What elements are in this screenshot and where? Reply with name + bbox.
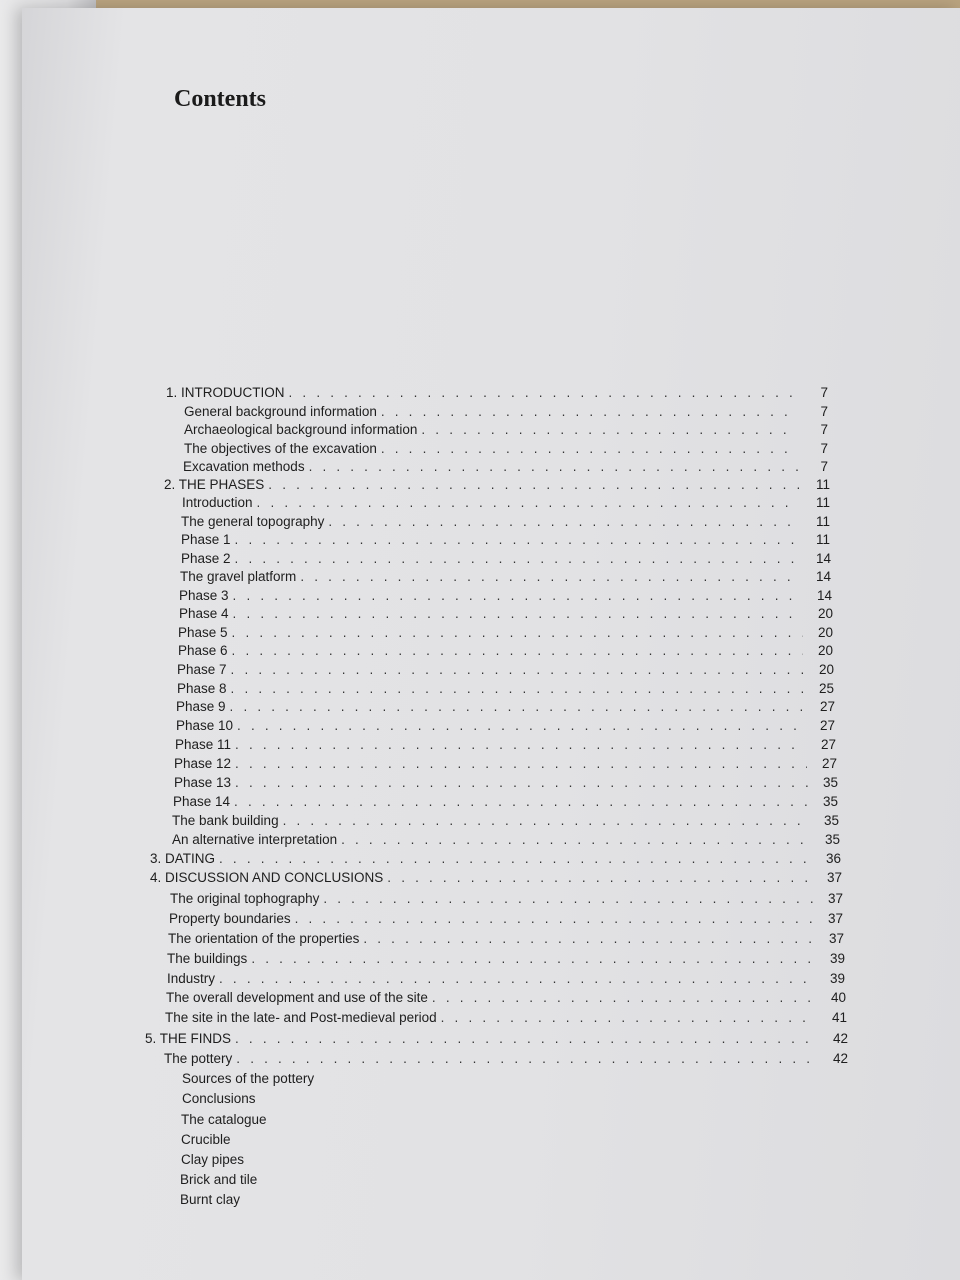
toc-entry-page-number: 39 <box>829 951 845 966</box>
toc-entry-page-number: 37 <box>826 870 842 885</box>
toc-entry-title: Excavation methods <box>183 459 305 474</box>
toc-entry-page-number: 41 <box>831 1010 847 1025</box>
toc-entry <box>182 1090 260 1108</box>
toc-entry <box>145 1030 848 1048</box>
toc-entry <box>176 698 835 716</box>
toc-entry-title: The general topography <box>181 514 325 529</box>
dot-leader <box>363 930 814 948</box>
toc-entry-page-number: 42 <box>832 1031 848 1046</box>
toc-entry-title: Introduction <box>182 495 253 510</box>
toc-entry-title: 5. THE FINDS <box>145 1031 232 1046</box>
dot-leader <box>235 736 806 754</box>
toc-entry <box>181 531 830 549</box>
toc-entry-title: Property boundaries <box>169 911 291 926</box>
toc-entry-page-number: 11 <box>815 514 830 529</box>
toc-entry <box>164 476 830 494</box>
toc-entry <box>172 831 840 849</box>
dot-leader <box>283 812 809 830</box>
toc-entry <box>181 550 831 568</box>
dot-leader <box>257 494 800 512</box>
toc-entry-title: Phase 2 <box>181 551 231 566</box>
toc-entry-title: Phase 1 <box>181 532 231 547</box>
dot-leader <box>235 755 807 773</box>
toc-entry-page-number: 7 <box>820 385 828 400</box>
toc-entry <box>178 642 833 660</box>
toc-entry-title: Phase 12 <box>174 756 232 771</box>
dot-leader <box>289 384 798 402</box>
toc-entry-title: The orientation of the properties <box>168 931 360 946</box>
toc-entry-page-number: 7 <box>820 404 828 419</box>
toc-entry <box>180 1171 261 1189</box>
toc-entry-page-number: 20 <box>818 662 834 677</box>
toc-entry-title: General background information <box>184 404 377 419</box>
toc-entry <box>181 1111 271 1129</box>
dot-leader <box>387 869 812 887</box>
toc-entry-title: Phase 9 <box>176 699 226 714</box>
toc-entry <box>178 624 833 642</box>
dot-leader <box>231 661 804 679</box>
toc-entry-page-number: 27 <box>819 718 835 733</box>
toc-entry <box>166 384 828 402</box>
toc-entry-title: Archaeological background information <box>184 422 418 437</box>
toc-entry <box>179 605 833 623</box>
toc-entry <box>174 774 838 792</box>
toc-entry-page-number: 36 <box>825 851 841 866</box>
toc-entry-page-number: 42 <box>832 1051 848 1066</box>
toc-entry <box>175 736 836 754</box>
toc-entry-title: Sources of the pottery <box>182 1071 315 1086</box>
toc-entry <box>150 869 842 887</box>
dot-leader <box>268 476 800 494</box>
dot-leader <box>232 642 803 660</box>
toc-entry-page-number: 35 <box>822 775 838 790</box>
dot-leader <box>381 403 798 421</box>
toc-entry <box>167 950 845 968</box>
dot-leader <box>251 950 815 968</box>
toc-entry-title: Phase 3 <box>179 588 229 603</box>
toc-entry-page-number: 7 <box>820 422 828 437</box>
toc-entry-page-number: 7 <box>820 441 828 456</box>
toc-entry-page-number: 11 <box>815 477 830 492</box>
toc-entry-page-number: 40 <box>830 990 846 1005</box>
toc-entry <box>166 989 846 1007</box>
toc-entry-title: The overall development and use of the site <box>166 990 428 1005</box>
page-title: Contents <box>174 86 267 112</box>
dot-leader <box>233 605 803 623</box>
toc-entry <box>182 1070 318 1088</box>
toc-entry-title: 3. DATING <box>150 851 216 866</box>
dot-leader <box>341 831 810 849</box>
toc-entry-title: Burnt clay <box>180 1192 241 1207</box>
toc-entry-page-number: 14 <box>816 588 832 603</box>
dot-leader <box>235 1030 818 1048</box>
toc-entry-page-number: 35 <box>822 794 838 809</box>
toc-entry <box>183 458 828 476</box>
toc-entry <box>184 440 828 458</box>
toc-entry-page-number: 35 <box>824 832 840 847</box>
toc-entry-page-number: 27 <box>820 737 836 752</box>
toc-entry-page-number: 35 <box>823 813 839 828</box>
toc-entry <box>150 850 841 868</box>
toc-entry-page-number: 20 <box>817 625 833 640</box>
dot-leader <box>235 774 808 792</box>
toc-entry-page-number: 37 <box>828 931 844 946</box>
toc-entry <box>184 403 828 421</box>
toc-entry <box>169 910 843 928</box>
toc-entry-title: The original tophography <box>170 891 320 906</box>
toc-entry <box>164 1050 848 1068</box>
toc-entry <box>180 568 831 586</box>
toc-entry <box>168 930 844 948</box>
toc-entry-title: An alternative interpretation <box>172 832 338 847</box>
dot-leader <box>300 568 801 586</box>
toc-entry <box>165 1009 847 1027</box>
toc-entry-page-number: 11 <box>815 495 830 510</box>
toc-entry <box>177 661 834 679</box>
dot-leader <box>323 890 813 908</box>
toc-entry-page-number: 39 <box>829 971 845 986</box>
toc-entry <box>177 680 834 698</box>
dot-leader <box>219 850 811 868</box>
toc-entry-title: The pottery <box>164 1051 233 1066</box>
dot-leader <box>328 513 800 531</box>
toc-entry-title: Clay pipes <box>181 1152 245 1167</box>
toc-entry-title: Phase 7 <box>177 662 227 677</box>
toc-entry-title: Phase 6 <box>178 643 228 658</box>
toc-entry <box>174 755 837 773</box>
toc-entry <box>184 421 828 439</box>
toc-entry-page-number: 37 <box>827 911 843 926</box>
toc-entry-page-number: 27 <box>819 699 835 714</box>
toc-entry <box>172 812 839 830</box>
toc-entry-title: Conclusions <box>182 1091 256 1106</box>
toc-entry <box>181 513 830 531</box>
toc-entry <box>180 1191 244 1209</box>
toc-entry-page-number: 20 <box>817 643 833 658</box>
toc-entry-page-number: 27 <box>821 756 837 771</box>
toc-entry-title: Phase 8 <box>177 681 227 696</box>
toc-entry-page-number: 37 <box>827 891 843 906</box>
toc-entry-title: The buildings <box>167 951 248 966</box>
toc-entry-page-number: 7 <box>820 459 828 474</box>
toc-entry-page-number: 14 <box>815 551 831 566</box>
toc-entry-title: The bank building <box>172 813 279 828</box>
toc-entry-title: The objectives of the excavation <box>184 441 377 456</box>
toc-entry-title: Industry <box>167 971 216 986</box>
toc-entry <box>173 793 838 811</box>
dot-leader <box>295 910 813 928</box>
toc-entry <box>182 494 830 512</box>
toc-entry-title: Phase 5 <box>178 625 228 640</box>
dot-leader <box>237 717 805 735</box>
toc-entry-title: The catalogue <box>181 1112 267 1127</box>
toc-entry-title: Crucible <box>181 1132 231 1147</box>
toc-entry-title: The site in the late- and Post-medieval period <box>165 1010 437 1025</box>
dot-leader <box>441 1009 817 1027</box>
toc-entry-page-number: 11 <box>815 532 830 547</box>
toc-entry <box>170 890 843 908</box>
dot-leader <box>230 698 805 716</box>
toc-entry-page-number: 14 <box>815 569 831 584</box>
toc-entry-page-number: 20 <box>817 606 833 621</box>
toc-entry <box>176 717 835 735</box>
dot-leader <box>381 440 798 458</box>
dot-leader <box>421 421 798 439</box>
toc-entry-title: Phase 10 <box>176 718 234 733</box>
toc-entry-title: Phase 11 <box>175 737 232 752</box>
toc-entry <box>167 970 845 988</box>
toc-entry <box>181 1151 248 1169</box>
toc-entry <box>179 587 832 605</box>
dot-leader <box>219 970 815 988</box>
dot-leader <box>236 1050 818 1068</box>
toc-entry <box>181 1131 235 1149</box>
toc-entry-title: Brick and tile <box>180 1172 258 1187</box>
dot-leader <box>231 680 804 698</box>
toc-entry-title: Phase 14 <box>173 794 231 809</box>
dot-leader <box>235 550 801 568</box>
toc-entry-page-number: 25 <box>818 681 834 696</box>
toc-entry-title: 1. INTRODUCTION <box>166 385 285 400</box>
dot-leader <box>235 531 800 549</box>
toc-entry-title: Phase 13 <box>174 775 232 790</box>
dot-leader <box>232 624 803 642</box>
toc-entry-title: 4. DISCUSSION AND CONCLUSIONS <box>150 870 384 885</box>
dot-leader <box>309 458 798 476</box>
toc-entry-title: Phase 4 <box>179 606 229 621</box>
toc-entry-title: 2. THE PHASES <box>164 477 265 492</box>
dot-leader <box>233 587 802 605</box>
toc-entry-title: The gravel platform <box>180 569 297 584</box>
dot-leader <box>234 793 808 811</box>
dot-leader <box>432 989 816 1007</box>
